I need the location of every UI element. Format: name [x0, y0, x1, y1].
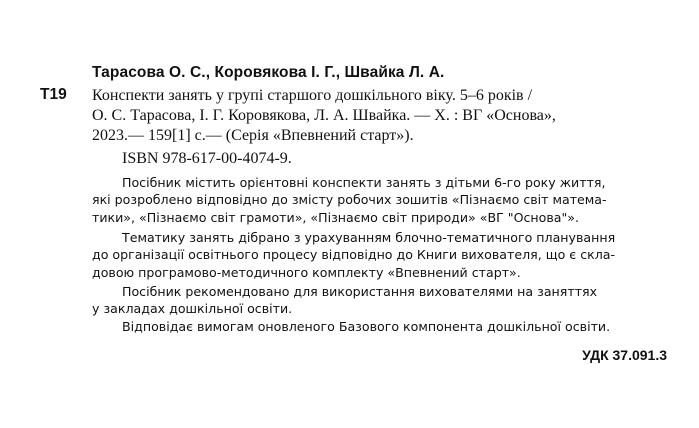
annotation-line: які розроблено відповідно до змісту робочих зошитів «Пізнаємо світ матема-: [92, 192, 607, 208]
annotation-paragraph: [92, 318, 672, 335]
bibliographic-description: [92, 86, 672, 146]
annotation-line: тики», «Пізнаємо світ грамоти», «Пізнаємо світ природи» «ВГ "Основа"».: [92, 209, 579, 225]
udk-classification: УДК 37.091.3: [582, 347, 667, 363]
annotation-line: Посібник містить орієнтовні конспекти занять з дітьми 6-го року життя,: [122, 175, 606, 190]
annotation-paragraph: [92, 283, 672, 318]
bibliographic-line: Конспекти занять у групі старшого дошкільного віку. 5–6 років /: [92, 87, 533, 104]
annotation-line: довою програмово-методичного комплекту «Впевнений старт».: [92, 264, 521, 280]
annotation-line: Відповідає вимогам оновленого Базового компонента дошкільної освіти.: [122, 319, 611, 334]
annotation-line: до організації освітнього процесу відповідно до Книги вихователя, що є скла-: [92, 247, 616, 263]
annotation-paragraph: [92, 174, 672, 226]
bibliographic-line: 2023.— 159[1] с.— (Серія «Впевнений старт»).: [92, 127, 414, 144]
author-sign-code: Т19: [40, 86, 67, 103]
authors-heading: Тарасова О. С., Коровякова І. Г., Швайка Л. А.: [92, 64, 445, 81]
annotation-paragraph: [92, 229, 672, 281]
annotation-line: Тематику занять дібрано з урахуванням блочно-тематичного планування: [122, 230, 616, 245]
bibliographic-line: О. С. Тарасова, І. Г. Коровякова, Л. А. Швайка. — Х. : ВГ «Основа»,: [92, 107, 556, 124]
isbn-number: ISBN 978-617-00-4074-9.: [122, 150, 292, 167]
annotation-line: у закладах дошкільної освіти.: [92, 301, 293, 317]
annotation-line: Посібник рекомендовано для використання вихователями на заняттях: [122, 284, 598, 299]
